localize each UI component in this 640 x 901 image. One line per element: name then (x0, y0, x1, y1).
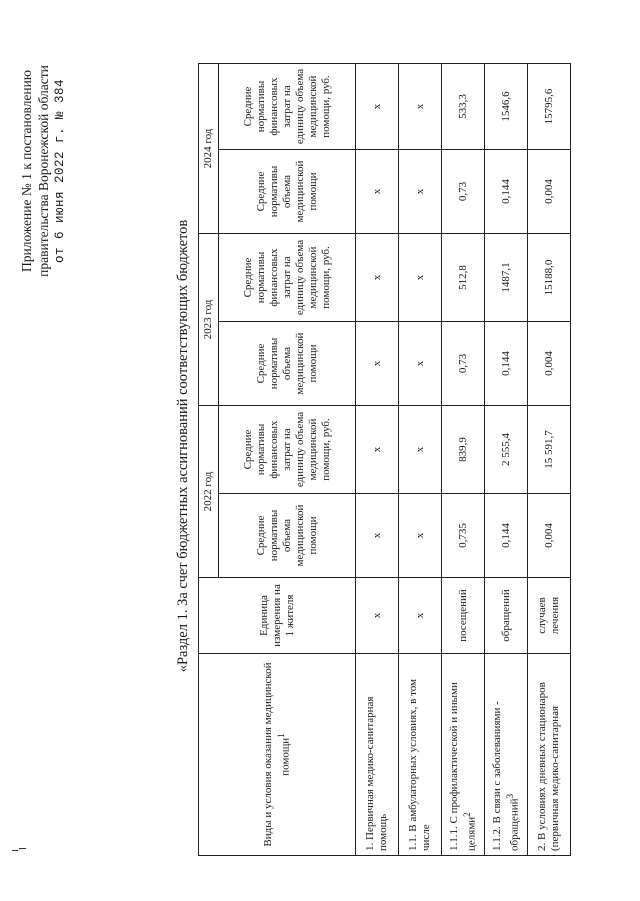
header-type-sup: 1 (275, 733, 286, 738)
row-value: 0,004 (528, 322, 571, 406)
row-unit: х (399, 578, 442, 654)
section-title: «Раздел 1. За счет бюджетных ассигнований соответствующих бюджетов (175, 219, 191, 673)
row-value: х (399, 64, 442, 150)
row-name-cell (442, 654, 485, 856)
header-volume-2022: Средние нормативы объема медицинской помощи (219, 494, 356, 578)
row-value: х (399, 150, 442, 234)
table-row (442, 64, 485, 856)
row-value: 533,3 (442, 64, 485, 150)
table-row (356, 64, 399, 856)
row-value: 2 555,4 (485, 406, 528, 494)
row-value: х (356, 406, 399, 494)
table-row (485, 64, 528, 856)
row-value: х (399, 322, 442, 406)
header-row-years (199, 64, 219, 856)
header-cost-2023: Средние нормативы финансовых затрат на единицу объема медицинской помощи, руб. (219, 234, 356, 322)
header-volume-2023: Средние нормативы объема медицинской помощи (219, 322, 356, 406)
row-value: х (399, 494, 442, 578)
row-value: х (356, 234, 399, 322)
appendix-line-1: Приложение № 1 к постановлению (19, 70, 34, 272)
header-cost-2022: Средние нормативы финансовых затрат на единицу объема медицинской помощи, руб. (219, 406, 356, 494)
row-value: 0,144 (485, 150, 528, 234)
header-unit: Единица измерения на 1 жителя (199, 578, 356, 654)
table-row (399, 64, 442, 856)
row-value: 839,9 (442, 406, 485, 494)
row-unit: х (356, 578, 399, 654)
row-value: 15795,6 (528, 64, 571, 150)
row-unit: обращений (485, 578, 528, 654)
header-cost-2024: Средние нормативы финансовых затрат на единицу объема медицинской помощи, руб. (219, 64, 356, 150)
row-value: 0,144 (485, 322, 528, 406)
row-value: 0,73 (442, 150, 485, 234)
row-value: 0,73 (442, 322, 485, 406)
header-year-2023: 2023 год (199, 234, 219, 406)
row-value: 0,735 (442, 494, 485, 578)
row-name-cell (485, 654, 528, 856)
row-value: 512,8 (442, 234, 485, 322)
row-value: х (356, 64, 399, 150)
row-value: 0,144 (485, 494, 528, 578)
header-type-text: Виды и условия оказания медицинской помощи (261, 662, 292, 847)
row-name: 1.1.2. В связи с заболеваниями - обращений (490, 701, 521, 851)
row-unit: случаев лечения (528, 578, 571, 654)
row-value: 15 591,7 (528, 406, 571, 494)
row-name-sup: 2 (461, 812, 472, 817)
row-value: х (356, 150, 399, 234)
header-year-2022: 2022 год (199, 406, 219, 578)
row-unit: посещений (442, 578, 485, 654)
row-value: 0,004 (528, 494, 571, 578)
row-value: х (356, 494, 399, 578)
row-name: 1.1.1. С профилактической и иными целями (447, 682, 478, 851)
appendix-line-2: правительства Воронежской области (36, 65, 51, 277)
row-name: 1.1. В амбулаторных условиях, в том числе (399, 654, 442, 856)
header-year-2024: 2024 год (199, 64, 219, 234)
row-value: х (356, 322, 399, 406)
table-row (528, 64, 571, 856)
row-value: 15188,0 (528, 234, 571, 322)
row-value: 1487,1 (485, 234, 528, 322)
row-name-sup: 3 (504, 793, 515, 799)
header-volume-2024: Средние нормативы объема медицинской помощи (219, 150, 356, 234)
row-value: 1546,6 (485, 64, 528, 150)
row-value: 0,004 (528, 150, 571, 234)
row-value: х (399, 406, 442, 494)
row-name: 2. В условиях дневных стационаров (первичная медико-санитарная (528, 654, 571, 856)
appendix-header (18, 36, 69, 306)
appendix-line-3: от 6 июня 2022 г. № 384 (53, 78, 67, 264)
row-name: 1. Первичная медико-санитарная помощь (356, 654, 399, 856)
row-value: х (399, 234, 442, 322)
budget-norms-table (198, 63, 571, 856)
header-type (199, 654, 356, 856)
